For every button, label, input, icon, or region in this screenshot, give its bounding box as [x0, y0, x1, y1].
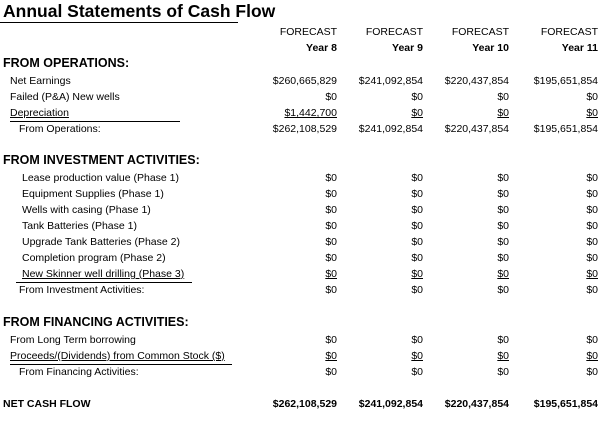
row-value: $0 [586, 188, 598, 200]
row-value: $220,437,854 [444, 75, 509, 87]
row-value: $0 [411, 350, 423, 362]
row-value: $0 [325, 252, 337, 264]
section-underline [10, 121, 180, 122]
column-header-forecast: FORECAST [279, 26, 337, 38]
row-label: Upgrade Tank Batteries (Phase 2) [22, 236, 180, 248]
row-value: $0 [586, 236, 598, 248]
column-header-year: Year 10 [472, 42, 509, 54]
row-value: $0 [497, 204, 509, 216]
subtotal-value: $220,437,854 [444, 123, 509, 135]
subtotal-value: $0 [497, 366, 509, 378]
row-value: $0 [586, 91, 598, 103]
subtotal-value: $0 [497, 284, 509, 296]
column-header-year: Year 9 [392, 42, 423, 54]
page-title: Annual Statements of Cash Flow [3, 1, 276, 21]
row-label: Proceeds/(Dividends) from Common Stock ($) [10, 350, 225, 362]
subtotal-value: $195,651,854 [533, 123, 598, 135]
row-value: $0 [411, 107, 423, 119]
row-value: $0 [586, 204, 598, 216]
section-underline [10, 364, 232, 365]
row-value: $0 [411, 334, 423, 346]
row-value: $0 [586, 268, 598, 280]
row-value: $0 [411, 172, 423, 184]
title-underline [0, 22, 238, 23]
row-label: Tank Batteries (Phase 1) [22, 220, 137, 232]
row-value: $0 [411, 236, 423, 248]
row-value: $0 [497, 268, 509, 280]
row-value: $0 [411, 91, 423, 103]
row-label: Wells with casing (Phase 1) [22, 204, 151, 216]
subtotal-value: $0 [325, 284, 337, 296]
subtotal-value: $0 [586, 366, 598, 378]
row-value: $0 [411, 188, 423, 200]
row-value: $0 [411, 268, 423, 280]
subtotal-value: $262,108,529 [272, 123, 337, 135]
row-label: Depreciation [10, 107, 69, 119]
row-value: $0 [497, 236, 509, 248]
row-value: $1,442,700 [284, 107, 337, 119]
row-label: Failed (P&A) New wells [10, 91, 120, 103]
row-value: $0 [586, 252, 598, 264]
row-value: $0 [325, 172, 337, 184]
row-label: Lease production value (Phase 1) [22, 172, 180, 184]
column-header-forecast: FORECAST [365, 26, 423, 38]
section-heading: FROM OPERATIONS: [3, 56, 130, 70]
row-value: $0 [497, 220, 509, 232]
subtotal-label: From Operations: [19, 123, 101, 135]
row-value: $0 [325, 350, 337, 362]
subtotal-label: From Financing Activities: [19, 366, 139, 378]
row-value: $0 [325, 236, 337, 248]
row-label: New Skinner well drilling (Phase 3) [22, 268, 185, 280]
row-value: $0 [411, 220, 423, 232]
subtotal-value: $0 [325, 366, 337, 378]
subtotal-value: $241,092,854 [358, 123, 423, 135]
row-value: $0 [325, 334, 337, 346]
row-value: $0 [411, 252, 423, 264]
subtotal-value: $0 [411, 284, 423, 296]
net-cash-flow-value: $262,108,529 [272, 398, 337, 410]
subtotal-value: $0 [411, 366, 423, 378]
row-value: $0 [497, 334, 509, 346]
row-value: $0 [586, 107, 598, 119]
section-heading: FROM INVESTMENT ACTIVITIES: [3, 153, 200, 167]
row-value: $0 [411, 204, 423, 216]
row-value: $0 [497, 350, 509, 362]
net-cash-flow-value: $195,651,854 [533, 398, 598, 410]
row-value: $0 [497, 188, 509, 200]
net-cash-flow-value: $220,437,854 [444, 398, 509, 410]
column-header-year: Year 11 [561, 42, 598, 54]
row-value: $0 [325, 220, 337, 232]
row-label: Completion program (Phase 2) [22, 252, 166, 264]
row-value: $0 [497, 252, 509, 264]
section-heading: FROM FINANCING ACTIVITIES: [3, 315, 189, 329]
column-header-year: Year 8 [306, 42, 337, 54]
row-value: $0 [497, 107, 509, 119]
row-value: $0 [325, 188, 337, 200]
row-value: $260,665,829 [272, 75, 337, 87]
subtotal-value: $0 [586, 284, 598, 296]
row-value: $0 [497, 91, 509, 103]
net-cash-flow-value: $241,092,854 [358, 398, 423, 410]
row-label: Equipment Supplies (Phase 1) [22, 188, 164, 200]
column-header-forecast: FORECAST [540, 26, 598, 38]
row-value: $241,092,854 [358, 75, 423, 87]
net-cash-flow-label: NET CASH FLOW [3, 398, 91, 410]
subtotal-label: From Investment Activities: [19, 284, 145, 296]
row-value: $0 [586, 220, 598, 232]
row-value: $0 [586, 172, 598, 184]
row-value: $0 [325, 91, 337, 103]
row-label: From Long Term borrowing [10, 334, 136, 346]
row-label: Net Earnings [10, 75, 71, 87]
row-value: $0 [497, 172, 509, 184]
row-value: $0 [586, 334, 598, 346]
row-value: $0 [325, 268, 337, 280]
row-value: $0 [586, 350, 598, 362]
row-value: $195,651,854 [533, 75, 598, 87]
column-header-forecast: FORECAST [451, 26, 509, 38]
row-value: $0 [325, 204, 337, 216]
section-underline [16, 282, 192, 283]
